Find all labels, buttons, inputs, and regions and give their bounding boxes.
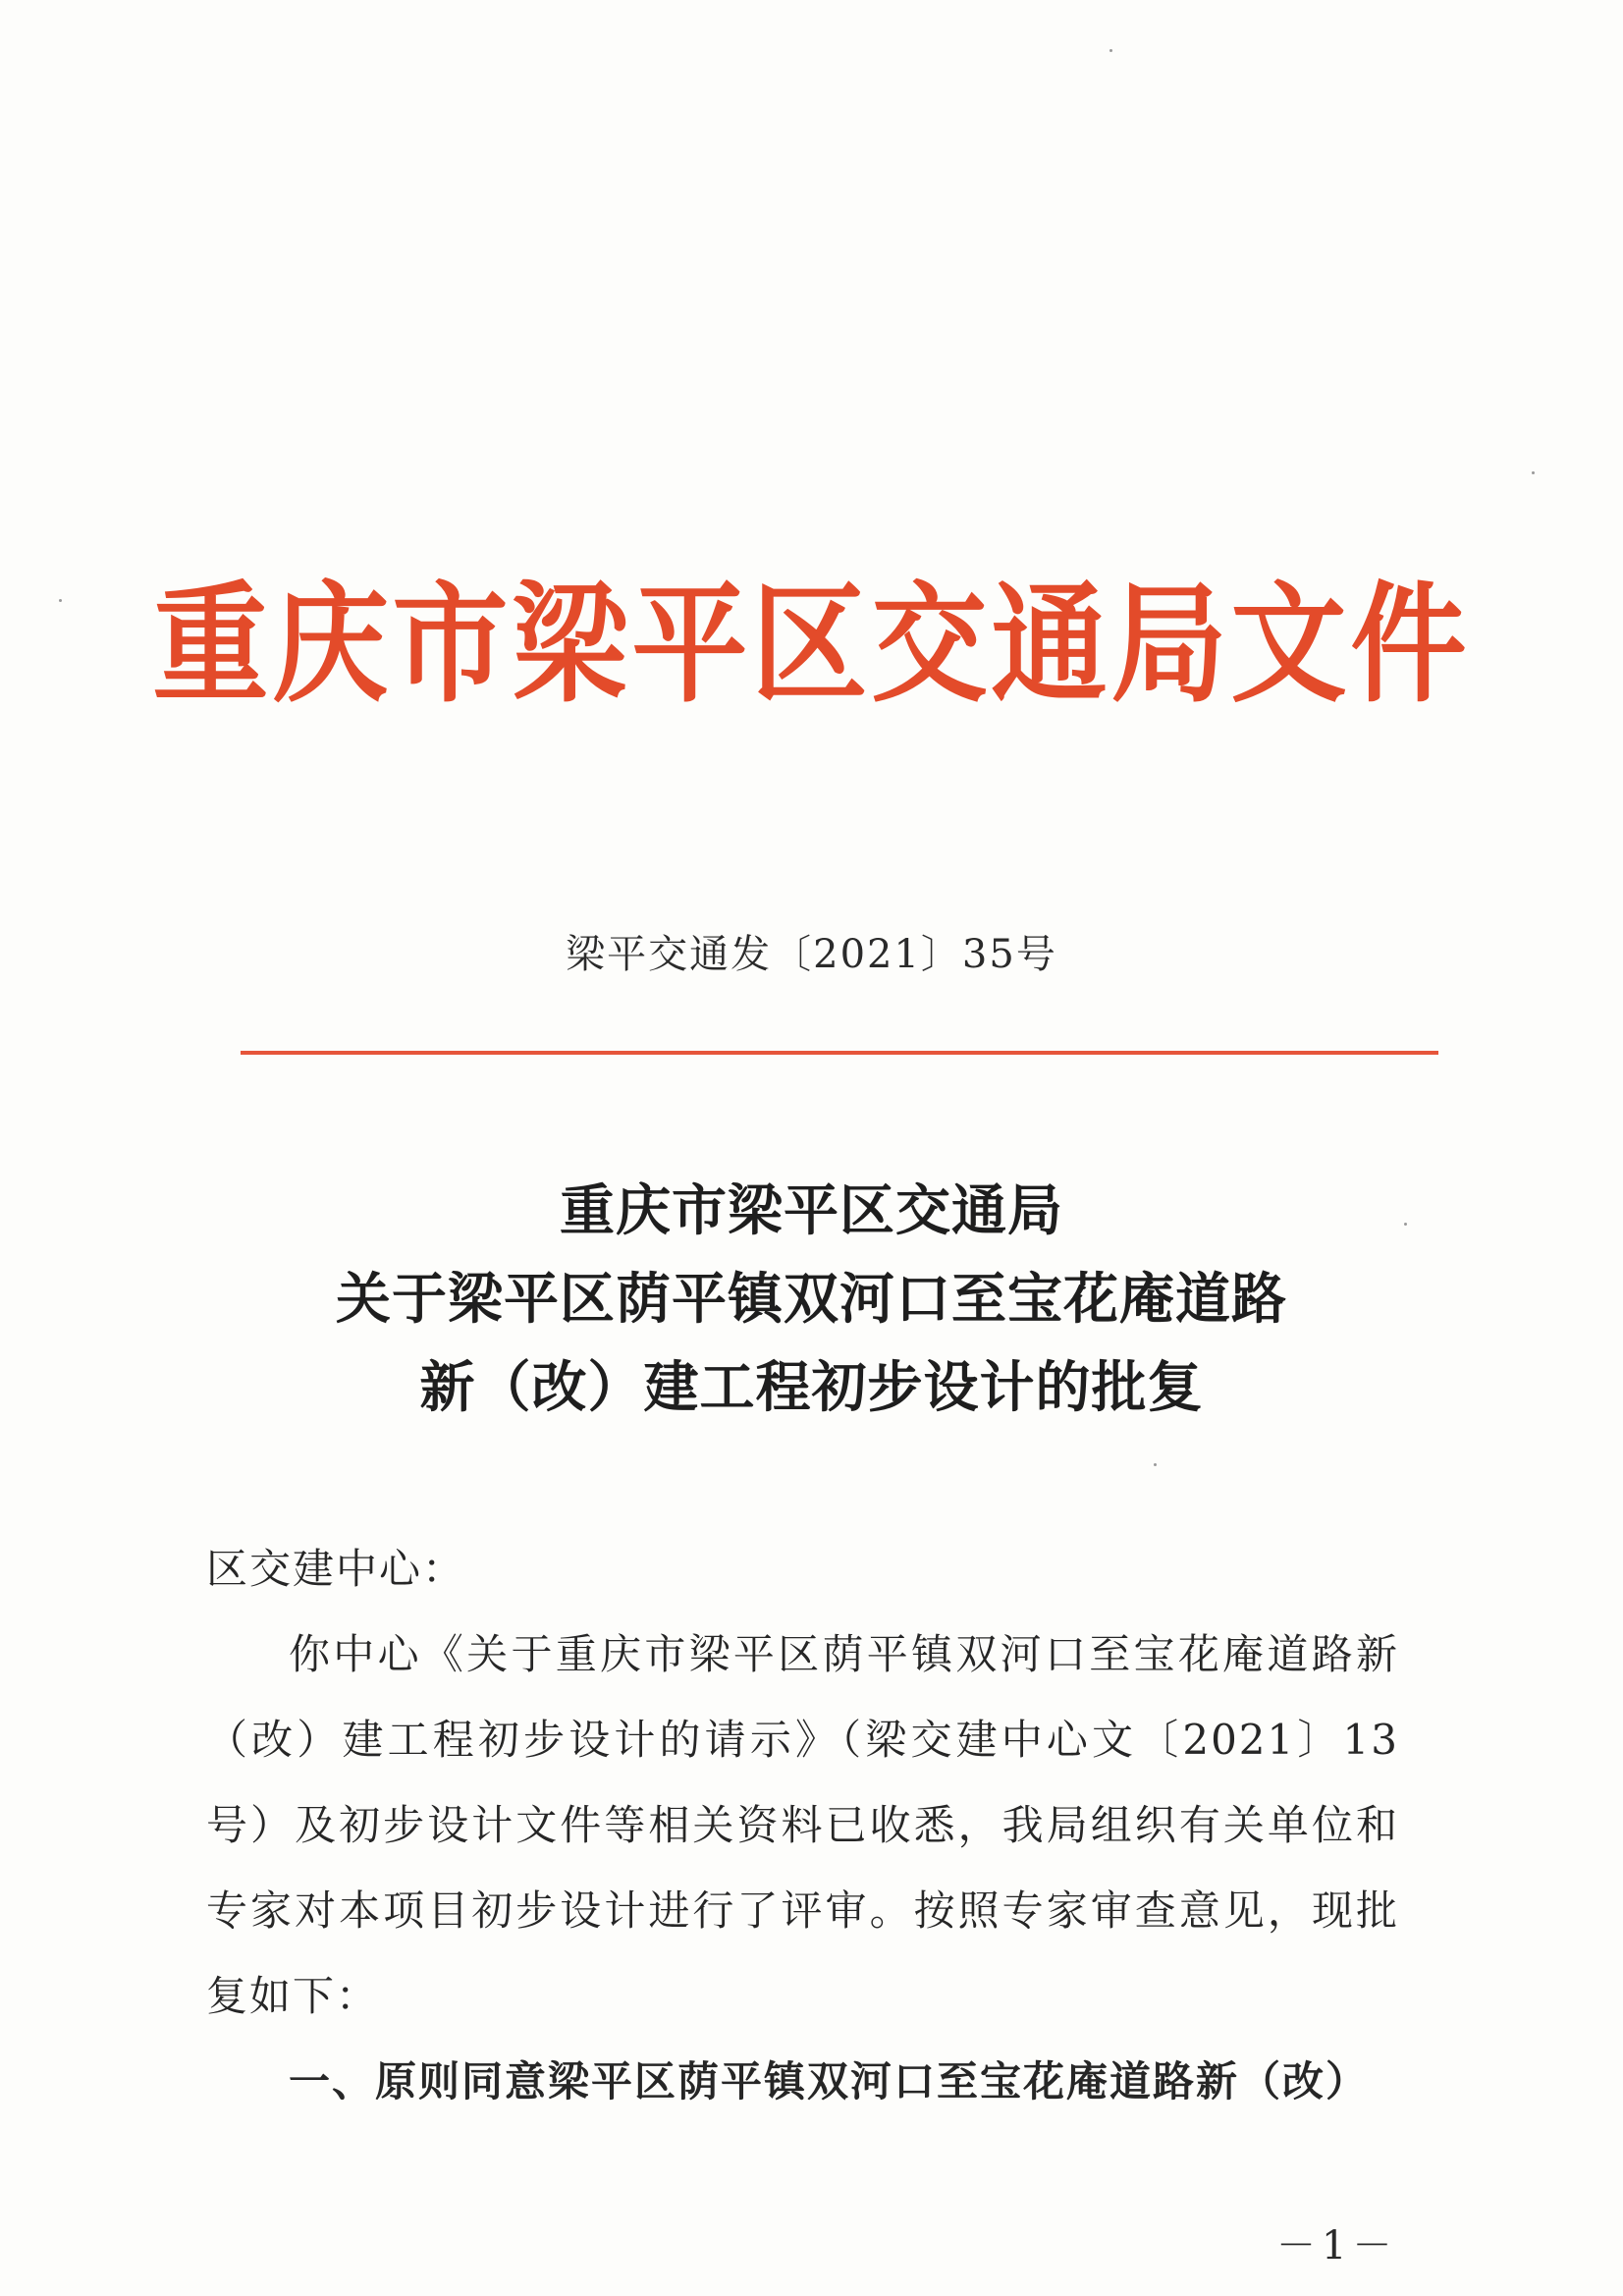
body-paragraph-1: 你中心《关于重庆市梁平区荫平镇双河口至宝花庵道路新（改）建工程初步设计的请示》（梁交建中心文〔2021〕13号）及初步设计文件等相关资料已收悉，我局组织有关单位和专家对本项目初步设计进行了评审。按照专家审查意见，现批复如下： — [206, 1630, 1399, 2020]
scan-speck — [1532, 471, 1535, 474]
scan-speck — [1154, 1463, 1157, 1466]
scan-speck — [1109, 49, 1112, 52]
salutation: 区交建中心： — [206, 1545, 466, 1593]
document-title — [0, 1167, 1623, 1432]
title-line-3: 新（改）建工程初步设计的批复 — [419, 1355, 1204, 1420]
document-body — [206, 1526, 1399, 2124]
scan-speck — [1404, 1223, 1407, 1226]
document-masthead: 重庆市梁平区交通局文件 — [152, 568, 1471, 721]
body-item-1: 一、原则同意梁平区荫平镇双河口至宝花庵道路新（改） — [289, 2057, 1370, 2105]
page-number: －1－ — [1276, 2223, 1398, 2269]
red-separator-line — [241, 1051, 1438, 1055]
scan-speck — [59, 599, 62, 602]
title-line-2: 关于梁平区荫平镇双河口至宝花庵道路 — [336, 1267, 1287, 1332]
title-line-1: 重庆市梁平区交通局 — [560, 1178, 1063, 1243]
document-number: 梁平交通发〔2021〕35号 — [566, 932, 1057, 977]
